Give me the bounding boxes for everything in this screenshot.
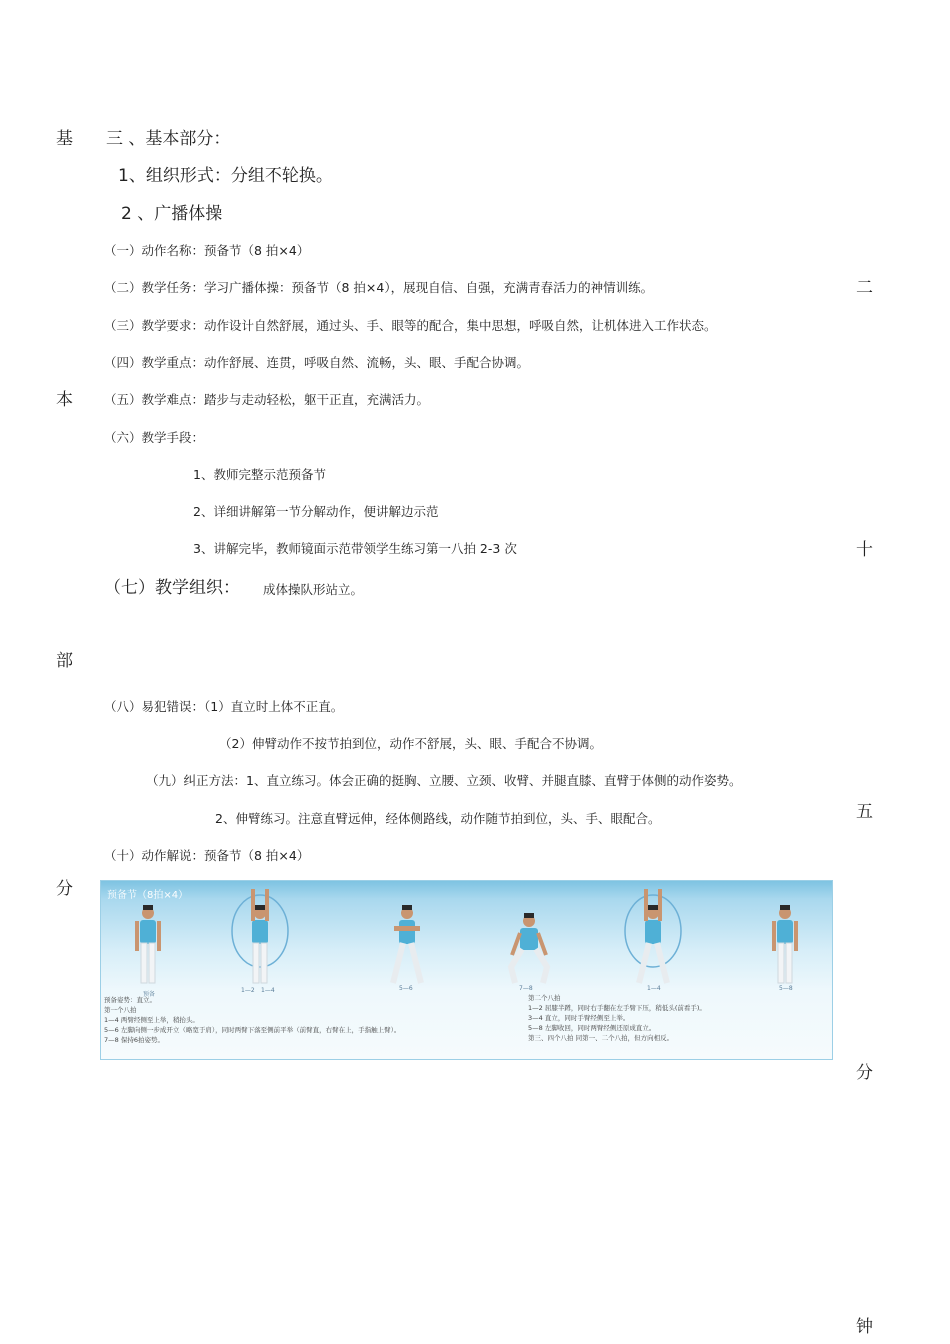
figure-arms-up-wide — [639, 889, 667, 983]
org-form: 1、组织形式：分组不轮换。 — [118, 166, 333, 186]
figure-standing-end — [772, 905, 798, 983]
section-heading: 三 、基本部分： — [106, 129, 231, 149]
figure-half-squat — [511, 913, 547, 983]
item-4: （四）教学重点：动作舒展、连贯，呼吸自然、流畅，头、眼、手配合协调。 — [104, 355, 530, 370]
beat-label: 1—4 — [261, 987, 275, 994]
item-7-label: （七）教学组织： — [104, 578, 240, 598]
side-char-4: 分 — [56, 879, 73, 899]
beat-label: 7—8 — [519, 985, 533, 992]
figure-arms-up — [251, 889, 269, 983]
note-line: 5—6 左脚向侧一步成开立（略宽于肩），同时两臂下落至侧前平举（前臂直，右臂在上，手指触上臂）。 — [104, 1026, 401, 1034]
item-1: （一）动作名称：预备节（8 拍×4） — [104, 243, 310, 258]
note-line: 5—8 左脚收回，同时两臂经侧还原成直立。 — [528, 1024, 656, 1032]
side-char-1: 基 — [56, 129, 73, 149]
item-7-text: 成体操队形站立。 — [263, 582, 364, 597]
illustration-title: 预备节（8拍×4） — [107, 890, 189, 901]
side-char-3: 部 — [56, 651, 73, 671]
note-line: 3—4 直立，同时手臂经侧至上举。 — [528, 1014, 630, 1022]
item-3: （三）教学要求：动作设计自然舒展，通过头、手、眼等的配合，集中思想，呼吸自然，让机体进入工作状态。 — [104, 318, 717, 333]
note-line: 预备姿势：直立。 — [104, 996, 156, 1004]
item-9-b: 2、伸臂练习。注意直臂远伸，经体侧路线，动作随节拍到位，头、手、眼配合。 — [215, 811, 661, 826]
note-line: 第二个八拍 — [528, 994, 561, 1002]
note-line: 第三、四个八拍 同第一、二个八拍，但方向相反。 — [528, 1034, 674, 1042]
beat-label: 1—4 — [647, 985, 661, 992]
note-line: 第一个八拍 — [104, 1006, 137, 1014]
note-line: 1—4 两臂经侧至上举，稍抬头。 — [104, 1016, 199, 1024]
item-8: （八）易犯错误：（1）直立时上体不正直。 — [104, 699, 344, 714]
exercise-illustration — [100, 880, 833, 1060]
method-2: 2、详细讲解第一节分解动作，便讲解边示范 — [193, 504, 439, 519]
time-char-1: 二 — [856, 278, 873, 298]
item-10: （十）动作解说：预备节（8 拍×4） — [104, 848, 310, 863]
method-1: 1、教师完整示范预备节 — [193, 467, 326, 482]
figure-arms-crossed — [393, 905, 421, 983]
beat-label: 预备 — [143, 991, 156, 998]
exercise-title: 2 、广播体操 — [121, 204, 223, 224]
figure-standing — [135, 905, 161, 983]
item-8-b: （2）伸臂动作不按节拍到位，动作不舒展，头、眼、手配合不协调。 — [219, 736, 602, 751]
note-line: 7—8 保持6拍姿势。 — [104, 1036, 164, 1044]
item-6: （六）教学手段： — [104, 430, 205, 445]
method-3: 3、讲解完毕，教师镜面示范带领学生练习第一八拍 2-3 次 — [193, 541, 517, 556]
time-char-5: 钟 — [856, 1317, 873, 1337]
item-2: （二）教学任务：学习广播体操：预备节（8 拍×4），展现自信、自强，充满青春活力的神情训练。 — [104, 280, 654, 295]
item-5: （五）教学难点：踏步与走动轻松，躯干正直，充满活力。 — [104, 392, 430, 407]
beat-label: 5—6 — [399, 985, 413, 992]
item-9: （九）纠正方法：1、直立练习。体会正确的挺胸、立腰、立颈、收臂、并腿直膝、直臂于体侧的动作姿势。 — [146, 773, 742, 788]
beat-label: 5—8 — [779, 985, 793, 992]
beat-label: 1—2 — [241, 987, 255, 994]
time-char-2: 十 — [856, 540, 873, 560]
illustration-notes-right — [528, 993, 706, 1043]
side-char-2: 本 — [56, 390, 73, 410]
time-char-3: 五 — [856, 802, 873, 822]
illustration-notes-left — [104, 995, 400, 1045]
time-char-4: 分 — [856, 1063, 873, 1083]
note-line: 1—2 屈膝半蹲，同时右手翻在左手臂下压，稍低头(前看手)。 — [528, 1004, 706, 1012]
